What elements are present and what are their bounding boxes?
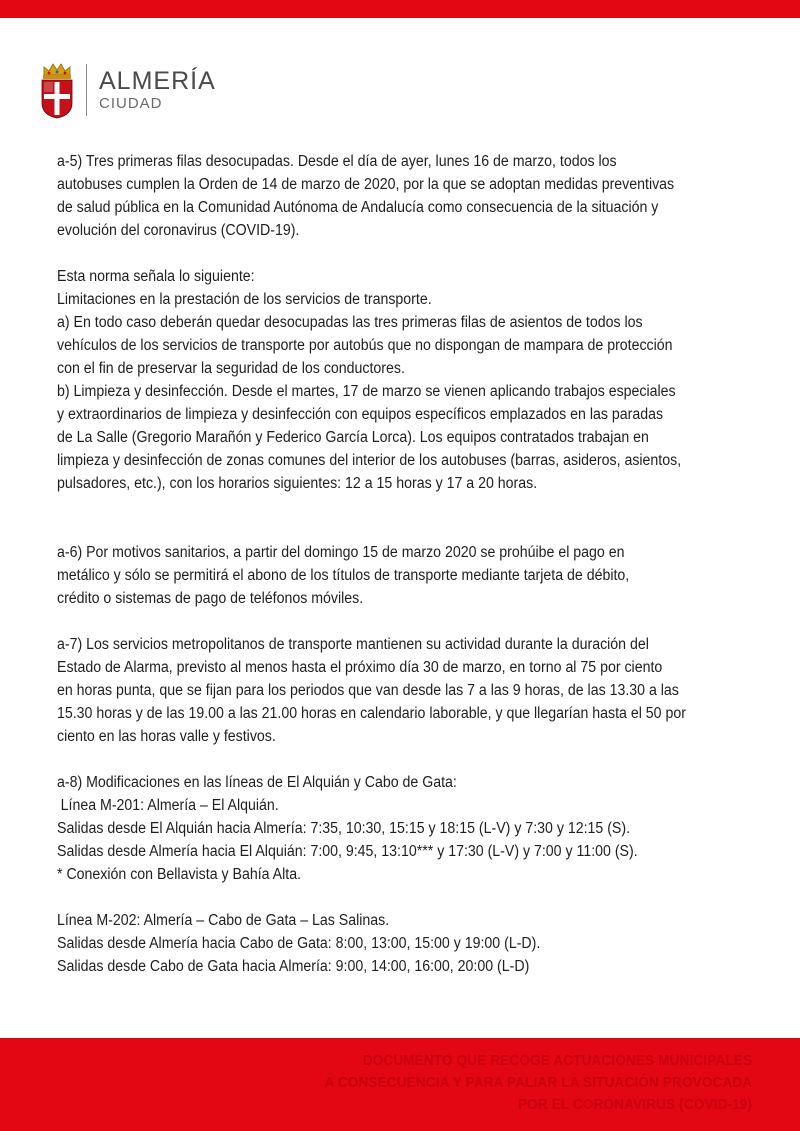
paragraph-m202 [57, 909, 724, 978]
paragraph-a8 [57, 771, 724, 886]
text-line: Limitaciones en la prestación de los servicios de transporte. [57, 291, 432, 308]
text-line: * Conexión con Bellavista y Bahía Alta. [57, 866, 302, 883]
text-line: a) En todo caso deberán quedar desocupadas las tres primeras filas de asientos de todos los [57, 314, 643, 331]
text-line: con el fin de preservar la seguridad de los conductores. [57, 360, 405, 377]
footer-line: DOCUMENTO QUE RECOGE ACTUACIONES MUNICIPALES [362, 1052, 752, 1069]
text-line: Línea M-201: Almería – El Alquián. [60, 797, 279, 814]
text-line: metálico y sólo se permitirá el abono de los títulos de transporte mediante tarjeta de débito, [57, 567, 630, 584]
brand-subtitle: CIUDAD [99, 95, 163, 112]
paragraph-a6 [57, 541, 724, 610]
brand [99, 67, 216, 113]
text-line: y extraordinarios de limpieza y desinfección con equipos específicos emplazados en las paradas [57, 406, 664, 423]
header-divider [86, 64, 87, 116]
text-line: Salidas desde Cabo de Gata hacia Almería: 9:00, 14:00, 16:00, 20:00 (L-D) [57, 958, 530, 975]
text-line: crédito o sistemas de pago de teléfonos móviles. [57, 590, 364, 607]
text-line: ciento en las horas valle y festivos. [57, 728, 276, 745]
text-line: Salidas desde Almería hacia El Alquián: 7:00, 9:45, 13:10*** y 17:30 (L-V) y 7:00 y 11:00 (S). [57, 843, 638, 860]
brand-name: ALMERÍA [99, 67, 216, 95]
paragraph-norma [57, 265, 724, 495]
page-header [38, 60, 216, 120]
almeria-crest-icon [38, 61, 76, 119]
text-line: a-5) Tres primeras filas desocupadas. Desde el día de ayer, lunes 16 de marzo, todos los [57, 153, 617, 170]
text-line: 15.30 horas y de las 19.00 a las 21.00 horas en calendario laborable, y que llegarían hasta el 50 por [57, 705, 686, 722]
text-line: a-8) Modificaciones en las líneas de El Alquián y Cabo de Gata: [57, 774, 457, 791]
text-line: vehículos de los servicios de transporte por autobús que no dispongan de mampara de protección [57, 337, 673, 354]
text-line: limpieza y desinfección de zonas comunes del interior de los autobuses (barras, asideros, asientos, [57, 452, 682, 469]
text-line: Esta norma señala lo siguiente: [57, 268, 255, 285]
text-line: Salidas desde Almería hacia Cabo de Gata: 8:00, 13:00, 15:00 y 19:00 (L-D). [57, 935, 541, 952]
text-line: a-7) Los servicios metropolitanos de transporte mantienen su actividad durante la duración del [57, 636, 649, 653]
text-line: pulsadores, etc.), con los horarios siguientes: 12 a 15 horas y 17 a 20 horas. [57, 475, 538, 492]
text-line: de La Salle (Gregorio Marañón y Federico García Lorca). Los equipos contratados trabajan en [57, 429, 649, 446]
footer-line: POR EL CORONAVIRUS (COVID-19) [517, 1096, 752, 1113]
text-line: Salidas desde El Alquián hacia Almería: 7:35, 10:30, 15:15 y 18:15 (L-V) y 7:30 y 12:15 (S). [57, 820, 631, 837]
text-line: de salud pública en la Comunidad Autónoma de Andalucía como consecuencia de la situación y [57, 199, 659, 216]
text-line: Estado de Alarma, previsto al menos hasta el próximo día 30 de marzo, en torno al 75 por ciento [57, 659, 663, 676]
paragraph-a7 [57, 633, 724, 748]
footer-banner [0, 1038, 800, 1131]
top-red-bar [0, 0, 800, 18]
paragraph-a5 [57, 150, 724, 242]
text-line: b) Limpieza y desinfección. Desde el martes, 17 de marzo se vienen aplicando trabajos especiales [57, 383, 676, 400]
document-body [57, 150, 724, 978]
text-line: autobuses cumplen la Orden de 14 de marzo de 2020, por la que se adoptan medidas preventivas [57, 176, 675, 193]
footer-caption [324, 1050, 752, 1116]
text-line: Línea M-202: Almería – Cabo de Gata – Las Salinas. [57, 912, 390, 929]
footer-line: A CONSECUENCIA Y PARA PALIAR LA SITUACIÓN PROVOCADA [324, 1074, 752, 1091]
text-line: en horas punta, que se fijan para los periodos que van desde las 7 a las 9 horas, de las 13.30 a las [57, 682, 679, 699]
text-line: a-6) Por motivos sanitarios, a partir del domingo 15 de marzo 2020 se prohúibe el pago en [57, 544, 625, 561]
text-line: evolución del coronavirus (COVID-19). [57, 222, 300, 239]
